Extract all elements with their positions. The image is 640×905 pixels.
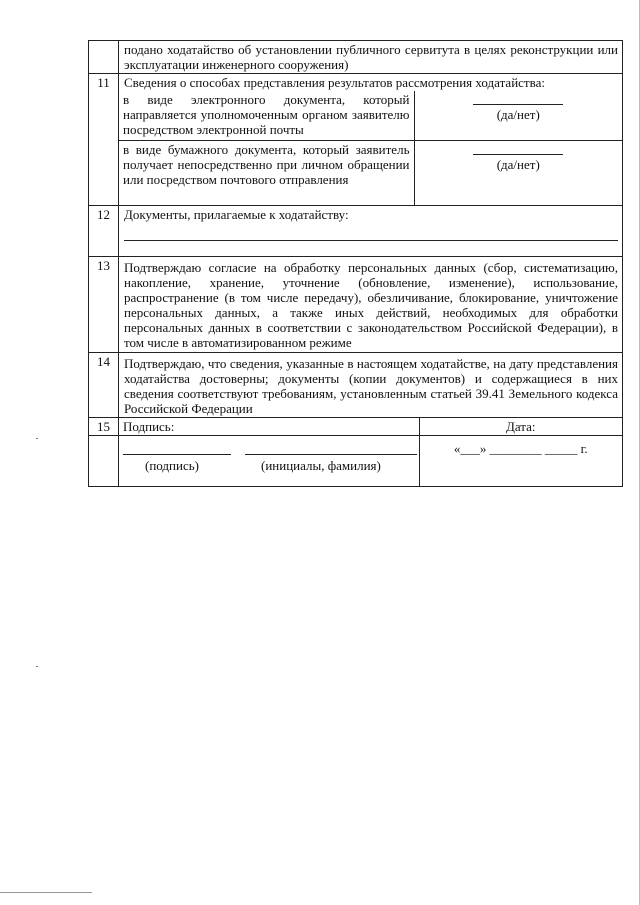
delivery-option-electronic [119, 91, 622, 141]
row-number-empty [89, 41, 119, 74]
answer-line [473, 154, 563, 155]
row-11-title: Сведения о способах представления результатов рассмотрения ходатайства: [124, 75, 545, 90]
date-template: «___» ________ _____ г. [453, 441, 588, 456]
answer-caption: (да/нет) [496, 107, 540, 122]
row-number: 12 [89, 206, 119, 257]
date-field[interactable] [419, 436, 622, 486]
consent-text: Подтверждаю согласие на обработку персональных данных (сбор, систематизацию, накопление, хранение, уточнение (обновление, изменение), использование, распространение (в том числе передачу), обезличивание, блокирование, уничтожение персональных данных, а также иных действий, необходимых для обработки персональных данных в соответствии с законодательством Российской Федерации), в том числе в автоматизированном режиме [119, 257, 623, 353]
option-electronic-text: в виде электронного документа, который направляется уполномоченным органом заявителю посредством электронной почты [119, 91, 414, 141]
row-15-fields [89, 436, 623, 487]
delivery-options-table [119, 91, 622, 205]
scan-edge-bottom [0, 892, 92, 893]
row-number: 14 [89, 353, 119, 418]
name-caption: (инициалы, фамилия) [261, 458, 381, 473]
confirmation-text: Подтверждаю, что сведения, указанные в настоящем ходатайстве, на дату представления ходатайства достоверны; документы (копии документов) и содержащиеся в них сведения соответствуют требованиям, установленным статьей 39.41 Земельного кодекса Российской Федерации [119, 353, 623, 418]
row-13 [89, 257, 623, 353]
option-paper-text: в виде бумажного документа, который заявитель получает непосредственно при личном обращении или посредством почтового отправления [119, 141, 414, 206]
date-label: Дата: [419, 418, 622, 435]
scan-speck [36, 438, 38, 439]
option-paper-answer-field[interactable] [414, 141, 622, 206]
row-number: 11 [89, 74, 119, 206]
row-15-header [89, 418, 623, 436]
signature-label: Подпись: [119, 418, 419, 435]
row-number: 15 [89, 418, 119, 436]
row-number: 13 [89, 257, 119, 353]
option-electronic-answer-field[interactable] [414, 91, 622, 141]
answer-line [473, 104, 563, 105]
continuation-row [89, 41, 623, 74]
name-line [245, 454, 417, 455]
signature-line [123, 454, 231, 455]
row-12-label: Документы, прилагаемые к ходатайству: [124, 207, 349, 222]
answer-caption: (да/нет) [496, 157, 540, 172]
row-14 [89, 353, 623, 418]
delivery-option-paper [119, 141, 622, 206]
signature-field[interactable] [119, 436, 419, 486]
signature-caption: (подпись) [145, 458, 199, 473]
row-11 [89, 74, 623, 206]
application-form-table [88, 40, 623, 487]
scan-speck [36, 666, 38, 667]
row-12 [89, 206, 623, 257]
attachments-input-line[interactable] [124, 226, 618, 241]
continuation-text: подано ходатайство об установлении публичного сервитута в целях реконструкции или эксплуатации инженерного сооружения) [119, 41, 623, 74]
